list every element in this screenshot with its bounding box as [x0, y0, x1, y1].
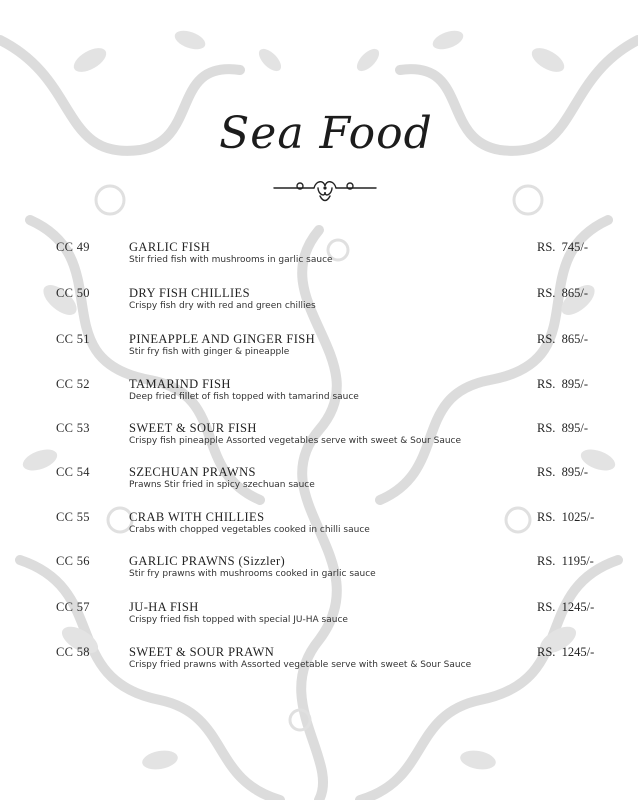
item-description: Stir fried fish with mushrooms in garlic sauce: [129, 255, 333, 265]
item-code: CC 57: [56, 600, 90, 614]
menu-item: [0, 510, 638, 550]
item-description: Crispy fish pineapple Assorted vegetables serve with sweet & Sour Sauce: [129, 436, 462, 446]
item-name: SZECHUAN PRAWNS: [129, 465, 256, 479]
item-name: CRAB WITH CHILLIES: [129, 510, 265, 524]
item-price: RS. 895/-: [537, 377, 589, 391]
item-description: Stir fry prawns with mushrooms cooked in garlic sauce: [129, 569, 376, 579]
item-description: Crispy fish dry with red and green chillies: [129, 301, 316, 311]
item-price: RS. 895/-: [537, 421, 589, 435]
menu-item: [0, 554, 638, 594]
item-price: RS. 1245/-: [537, 600, 595, 614]
menu-item: [0, 645, 638, 685]
item-description: Crabs with chopped vegetables cooked in chilli sauce: [129, 525, 370, 535]
item-price: RS. 1195/-: [537, 554, 594, 568]
page-title: Sea Food: [219, 108, 433, 159]
item-code: CC 53: [56, 421, 90, 435]
item-code: CC 58: [56, 645, 90, 659]
menu-item: [0, 286, 638, 326]
item-description: Deep fried fillet of fish topped with tamarind sauce: [129, 392, 359, 402]
menu-item: [0, 377, 638, 417]
item-price: RS. 865/-: [537, 332, 589, 346]
menu-item: [0, 421, 638, 461]
item-name: GARLIC FISH: [129, 240, 211, 254]
item-code: CC 49: [56, 240, 90, 254]
item-description: Crispy fried fish topped with special JU-HA sauce: [129, 615, 348, 625]
item-name: PINEAPPLE AND GINGER FISH: [129, 332, 316, 346]
item-code: CC 56: [56, 554, 90, 568]
ornament-divider-icon: [270, 176, 380, 204]
item-description: Stir fry fish with ginger & pineapple: [129, 347, 290, 357]
item-name: DRY FISH CHILLIES: [129, 286, 250, 300]
item-price: RS. 1025/-: [537, 510, 595, 524]
item-code: CC 55: [56, 510, 90, 524]
item-price: RS. 865/-: [537, 286, 589, 300]
menu-item: [0, 332, 638, 372]
item-price: RS. 745/-: [537, 240, 589, 254]
item-code: CC 50: [56, 286, 90, 300]
item-description: Crispy fried prawns with Assorted vegetable serve with sweet & Sour Sauce: [129, 660, 472, 670]
item-name: JU-HA FISH: [129, 600, 199, 614]
item-code: CC 54: [56, 465, 90, 479]
menu-item: [0, 600, 638, 640]
item-name: SWEET & SOUR PRAWN: [129, 645, 275, 659]
item-price: RS. 1245/-: [537, 645, 595, 659]
item-description: Prawns Stir fried in spicy szechuan sauce: [129, 480, 315, 490]
menu-item: [0, 465, 638, 505]
menu-item: [0, 240, 638, 280]
item-code: CC 52: [56, 377, 90, 391]
item-name: SWEET & SOUR FISH: [129, 421, 257, 435]
item-code: CC 51: [56, 332, 90, 346]
item-name: TAMARIND FISH: [129, 377, 231, 391]
item-price: RS. 895/-: [537, 465, 589, 479]
item-name: GARLIC PRAWNS (Sizzler): [129, 554, 286, 568]
